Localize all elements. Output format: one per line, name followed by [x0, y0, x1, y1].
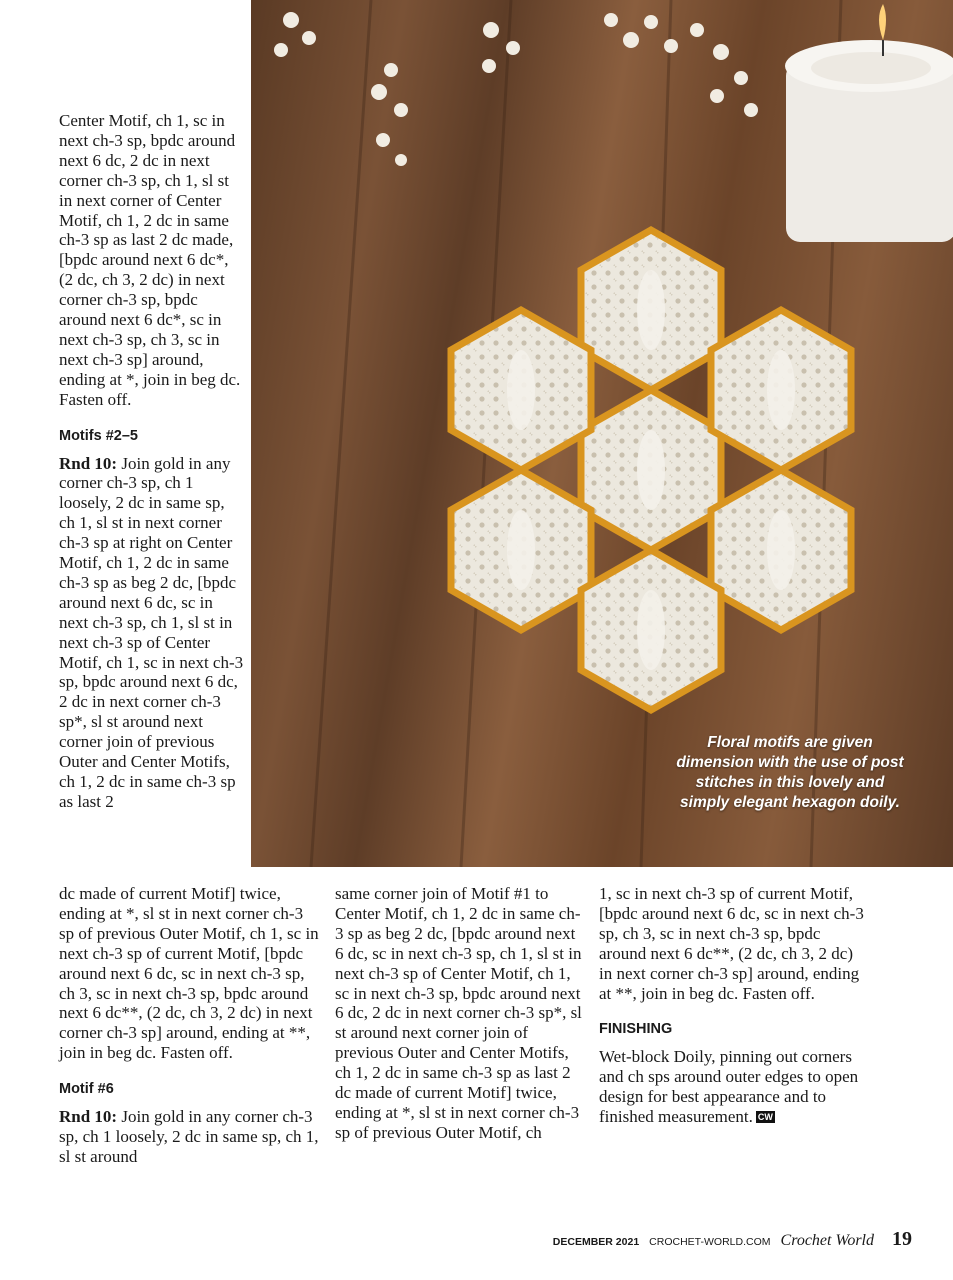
berry-branches — [274, 12, 758, 166]
motifs-2-5-rnd10-wide: dc made of current Motif] twice, ending at *, sl st in next corner ch-3 sp of previous Outer Motif, ch 1, sc in next ch-3 sp of current Motif, [bpdc around next 6 dc, sc in next ch-3 sp, ch 3, sc in next ch-3 sp, bpdc around next 6 dc**, (2 dc, ch 3, 2 dc) in next corner ch-3 sp] around, ending at **, join in beg dc. Fasten off. — [59, 884, 319, 1063]
column-1-wide — [59, 884, 321, 1167]
website-url: CROCHET-WORLD.COM — [649, 1236, 771, 1248]
motifs-2-5-heading: Motifs #2–5 — [59, 427, 138, 444]
motif-6-rnd10: Rnd 10: Join gold in any corner ch-3 sp, ch 1 loosely, 2 dc in same sp, ch 1, sl st around — [59, 1107, 319, 1166]
photo-caption: Floral motifs are given dimension with the use of post stitches in this lovely and simply elegant hexagon doily. — [676, 734, 904, 811]
magazine-name: Crochet World — [780, 1232, 874, 1249]
motifs-2-5-rnd10-narrow: Rnd 10: Join gold in any corner ch-3 sp, ch 1 loosely, 2 dc in same sp, ch 1, sl st in next corner ch-3 sp at right on Center Motif, ch 1, 2 dc in same ch-3 sp as beg 2 dc, [bpdc around next 6 dc, sc in next ch-3 sp, ch 1, sl st in next ch-3 sp of Center Motif, ch 1, sc in next ch-3 sp, bpdc around next 6 dc, 2 dc in next corner ch-3 sp*, sl st around next corner join of previous Outer and Center Motifs, ch 1, 2 dc in same ch-3 sp as last 2 — [59, 453, 244, 811]
column-1-narrow — [59, 111, 244, 812]
motif-6-ending: 1, sc in next ch-3 sp of current Motif, [bpdc around next 6 dc, sc in next ch-3 sp, ch 3, sc in next ch-3 sp, bpdc around next 6 dc**, (2 dc, ch 3, 2 dc) in next corner ch-3 sp] around, ending at **, join in beg dc. Fasten off. — [599, 884, 864, 1003]
finishing-text: Wet-block Doily, pinning out corners and ch sps around outer edges to open design for best appearance and to finished measurement. CW — [599, 1047, 859, 1127]
center-motif-continuation: Center Motif, ch 1, sc in next ch-3 sp, bpdc around next 6 dc, 2 dc in next corner ch-3 sp, ch 1, sl st in next corner of Center Motif, ch 1, 2 dc in same ch-3 sp as last 2 dc made, [bpdc around next 6 dc*, (2 dc, ch 3, 2 dc) in next corner ch-3 sp, bpdc around next 6 dc*, sc in next ch-3 sp, ch 3, sc in next ch-3 sp] around, ending at *, join in beg dc. Fasten off. — [59, 111, 241, 409]
issue-date: DECEMBER 2021 — [552, 1236, 640, 1248]
motif-6-heading: Motif #6 — [59, 1081, 114, 1098]
column-2 — [335, 884, 583, 1143]
page-footer — [553, 1228, 912, 1251]
motif-6-continuation: same corner join of Motif #1 to Center Motif, ch 1, 2 dc in same ch-3 sp as beg 2 dc, [bpdc around next 6 dc, sc in next ch-3 sp, ch 1, sl st in next ch-3 sp of Center Motif, ch 1, sc in next ch-3 sp, bpdc around next 6 dc, 2 dc in next corner ch-3 sp*, sl st around next corner join of previous Outer and Center Motifs, ch 1, 2 dc in same ch-3 sp as last 2 dc made of current Motif] twice, ending at *, sl st in next corner ch-3 sp of previous Outer Motif, ch — [335, 884, 582, 1142]
candle — [785, 4, 953, 242]
column-3 — [599, 884, 867, 1127]
page-number: 19 — [892, 1228, 912, 1250]
cw-end-mark-icon: CW — [757, 1112, 773, 1123]
rnd-10-label: Rnd 10: — [59, 1107, 118, 1127]
finishing-heading: FINISHING — [599, 1021, 673, 1038]
rnd-10-label: Rnd 10: — [59, 453, 118, 473]
doily-photo — [251, 0, 953, 867]
